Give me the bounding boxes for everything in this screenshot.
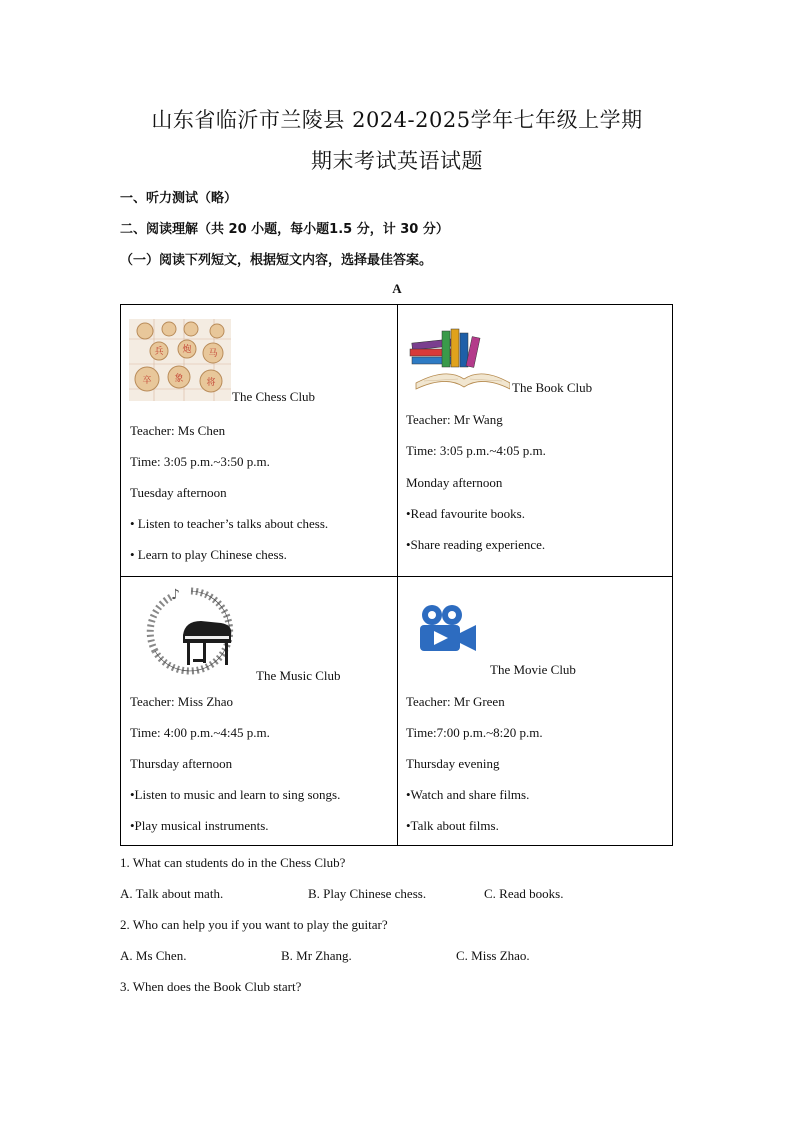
club-time: Time:7:00 p.m.~8:20 p.m. xyxy=(406,725,543,740)
clubs-table xyxy=(120,304,673,846)
svg-text:兵: 兵 xyxy=(154,347,164,357)
section-reading-instruction: （一）阅读下列短文，根据短文内容，选择最佳答案。 xyxy=(120,253,433,268)
question-option: A. Talk about math. xyxy=(120,886,224,901)
svg-text:卒: 卒 xyxy=(142,376,152,386)
svg-text:♪: ♪ xyxy=(171,587,180,603)
club-name: The Music Club xyxy=(256,668,341,683)
club-activity: •Share reading experience. xyxy=(406,537,546,552)
books-image xyxy=(406,327,510,393)
club-cell-music xyxy=(121,577,397,847)
question-option: C. Miss Zhao. xyxy=(456,948,530,963)
question-stem: 3. When does the Book Club start? xyxy=(120,979,302,994)
club-activity: •Play musical instruments. xyxy=(130,818,269,833)
document-title-line1: 山东省临沂市兰陵县 2024-2025学年七年级上学期 xyxy=(151,108,643,132)
club-activity: • Listen to teacher’s talks about chess. xyxy=(130,516,329,531)
question-option: C. Read books. xyxy=(484,886,564,901)
club-teacher: Teacher: Miss Zhao xyxy=(130,694,234,709)
movie-camera-icon xyxy=(418,603,478,655)
section-listening: 一、听力测试（略） xyxy=(120,191,238,206)
club-cell-book xyxy=(398,305,674,576)
club-activity: •Listen to music and learn to sing songs. xyxy=(130,787,341,802)
club-cell-chess xyxy=(121,305,397,576)
club-activity: •Watch and share films. xyxy=(406,787,530,802)
piano-image xyxy=(141,585,241,677)
svg-text:象: 象 xyxy=(174,374,184,384)
question-stem: 1. What can students do in the Chess Club? xyxy=(120,855,346,870)
section-reading: 二、阅读理解（共 20 小题，每小题1.5 分，计 30 分） xyxy=(120,222,449,237)
club-name: The Movie Club xyxy=(490,662,576,677)
chess-pieces-image xyxy=(129,319,231,401)
club-cell-movie xyxy=(398,577,674,847)
club-activity: • Learn to play Chinese chess. xyxy=(130,547,287,562)
club-teacher: Teacher: Mr Wang xyxy=(406,412,503,427)
club-name: The Book Club xyxy=(512,380,593,395)
question-option: A. Ms Chen. xyxy=(120,948,187,963)
question-option: B. Play Chinese chess. xyxy=(308,886,427,901)
svg-text:将: 将 xyxy=(206,378,216,388)
svg-text:炮: 炮 xyxy=(182,345,192,355)
club-activity: •Talk about films. xyxy=(406,818,499,833)
club-activity: •Read favourite books. xyxy=(406,506,525,521)
club-name: The Chess Club xyxy=(232,389,316,404)
club-day: Monday afternoon xyxy=(406,475,503,490)
question-stem: 2. Who can help you if you want to play the guitar? xyxy=(120,917,388,932)
club-day: Thursday evening xyxy=(406,756,500,771)
svg-text:马: 马 xyxy=(208,349,218,359)
club-time: Time: 3:05 p.m.~3:50 p.m. xyxy=(130,454,270,469)
club-day: Thursday afternoon xyxy=(130,756,233,771)
club-teacher: Teacher: Mr Green xyxy=(406,694,505,709)
club-teacher: Teacher: Ms Chen xyxy=(130,423,226,438)
passage-label: A xyxy=(392,281,402,296)
club-day: Tuesday afternoon xyxy=(130,485,227,500)
question-option: B. Mr Zhang. xyxy=(281,948,352,963)
club-time: Time: 3:05 p.m.~4:05 p.m. xyxy=(406,443,546,458)
document-title-line2: 期末考试英语试题 xyxy=(311,149,483,173)
club-time: Time: 4:00 p.m.~4:45 p.m. xyxy=(130,725,270,740)
